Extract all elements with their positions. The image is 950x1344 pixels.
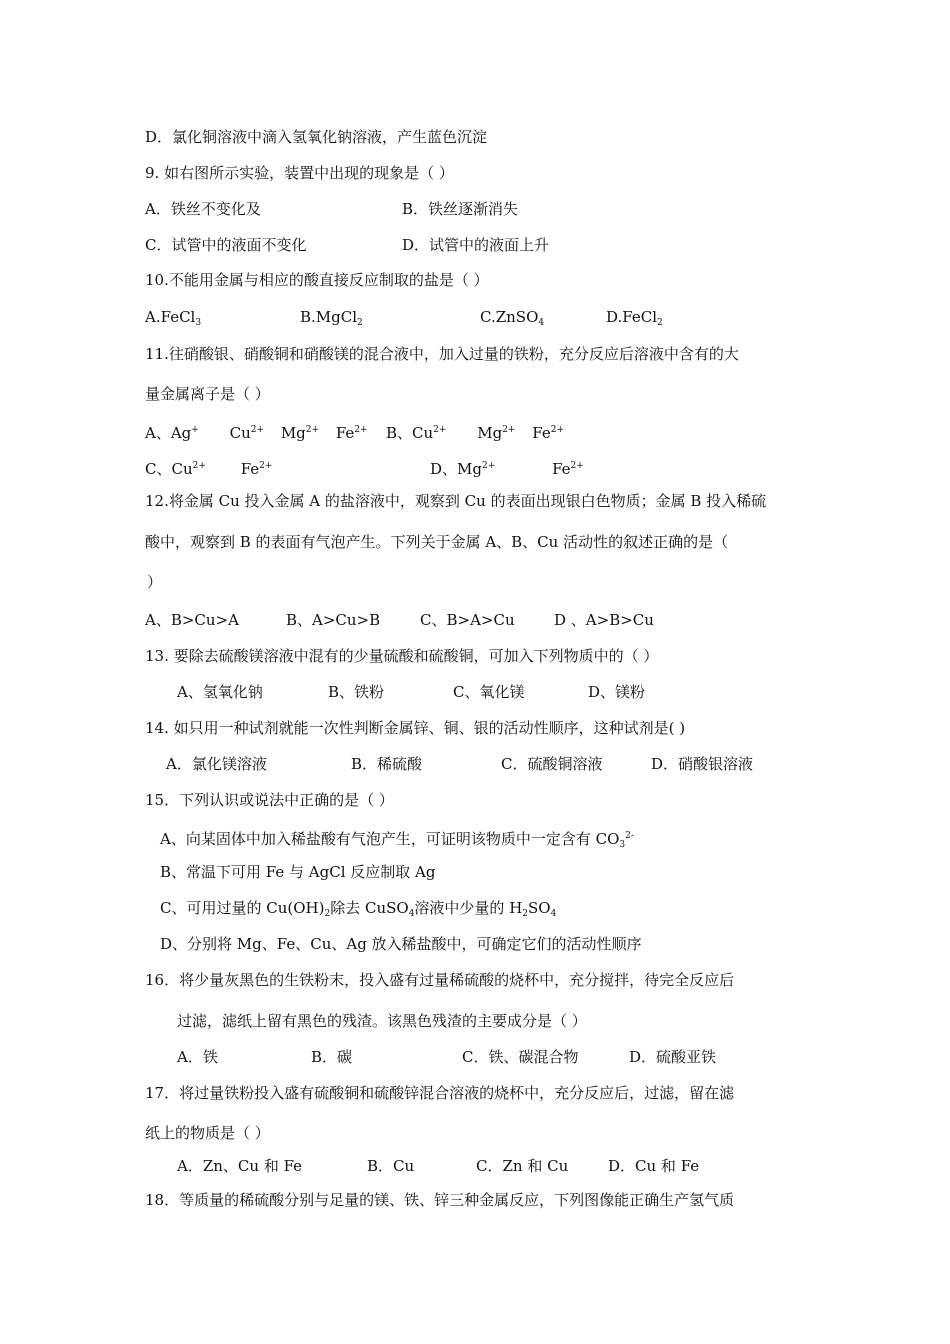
q17-option-b: B．Cu	[367, 1157, 415, 1175]
q16-stem-line2: 过滤，滤纸上留有黑色的残渣。该黑色残渣的主要成分是（ ）	[177, 1012, 587, 1030]
q17-option-d: D．Cu 和 Fe	[608, 1157, 700, 1175]
q16-option-d: D．硫酸亚铁	[629, 1048, 717, 1066]
q14-option-a: A．氯化镁溶液	[166, 755, 267, 773]
q12-option-d: D 、A>B>Cu	[554, 611, 654, 629]
q13-option-b: B、铁粉	[328, 683, 385, 701]
q14-stem: 14. 如只用一种试剂就能一次性判断金属锌、铜、银的活动性顺序，这种试剂是( )	[145, 719, 686, 737]
q10-option-a: A.FeCl$_3$	[145, 308, 202, 328]
q12-stem-line3: ）	[147, 573, 163, 591]
q17-option-c: C．Zn 和 Cu	[476, 1157, 569, 1175]
q10-option-c: C.ZnSO$_4$	[480, 308, 545, 328]
q9-stem: 9. 如右图所示实验，装置中出现的现象是（ ）	[145, 164, 454, 182]
q17-option-a: A．Zn、Cu 和 Fe	[177, 1157, 303, 1175]
q12-stem-line1: 12.将金属 Cu 投入金属 A 的盐溶液中，观察到 Cu 的表面出现银白色物质；金属 B 投入稀硫	[145, 492, 767, 510]
q11-option-b: B、$Cu^{2+}$ $Mg^{2+}$ $Fe^{2+}$	[386, 424, 565, 442]
q15-stem: 15．下列认识或说法中正确的是（ ）	[145, 791, 394, 809]
q13-option-a: A、氢氧化钠	[177, 683, 263, 701]
q11-option-a: A、Ag+ $Cu^{2+}$ $Mg^{2+}$ $Fe^{2+}$	[145, 424, 368, 442]
q9-option-d: D．试管中的液面上升	[402, 236, 550, 254]
q17-stem-line2: 纸上的物质是（ ）	[145, 1124, 270, 1142]
q16-option-b: B．碳	[311, 1048, 353, 1066]
q13-option-c: C、氧化镁	[453, 683, 525, 701]
q17-stem-line1: 17．将过量铁粉投入盛有硫酸铜和硫酸锌混合溶液的烧杯中，充分反应后，过滤，留在滤	[145, 1084, 735, 1102]
q12-option-c: C、B>A>Cu	[420, 611, 515, 629]
q15-option-a: A、向某固体中加入稀盐酸有气泡产生，可证明该物质中一定含有 $CO_3^{2-}$	[160, 830, 634, 850]
q16-stem-line1: 16．将少量灰黑色的生铁粉末，投入盛有过量稀硫酸的烧杯中，充分搅拌，待完全反应后	[145, 971, 735, 989]
q11-stem-line2: 量金属离子是（ ）	[145, 385, 270, 403]
q16-option-c: C．铁、碳混合物	[462, 1048, 579, 1066]
q10-option-b: B.MgCl$_2$	[300, 308, 363, 328]
q11-stem-line1: 11.往硝酸银、硝酸铜和硝酸镁的混合液中，加入过量的铁粉，充分反应后溶液中含有的大	[145, 345, 739, 363]
q12-stem-line2: 酸中，观察到 B 的表面有气泡产生。下列关于金属 A、B、Cu 活动性的叙述正确的是（	[145, 533, 729, 551]
q15-option-d: D、分别将 Mg、Fe、Cu、Ag 放入稀盐酸中，可确定它们的活动性顺序	[160, 935, 642, 953]
q9-option-c: C．试管中的液面不变化	[145, 236, 307, 254]
q10-option-d: D.FeCl$_2$	[606, 308, 663, 328]
q13-option-d: D、镁粉	[588, 683, 646, 701]
q11-option-d: D、$Mg^{2+}$ $Fe^{2+}$	[430, 460, 584, 478]
q9-option-b: B．铁丝逐渐消失	[402, 200, 519, 218]
q13-stem: 13. 要除去硫酸镁溶液中混有的少量硫酸和硫酸铜，可加入下列物质中的（ ）	[145, 647, 659, 665]
q14-option-c: C．硫酸铜溶液	[501, 755, 603, 773]
q12-option-a: A、B>Cu>A	[145, 611, 239, 629]
q18-stem-line1: 18．等质量的稀硫酸分别与足量的镁、铁、锌三种金属反应，下列图像能正确生产氢气质	[145, 1191, 735, 1209]
q16-option-a: A．铁	[177, 1048, 218, 1066]
q14-option-b: B．稀硫酸	[351, 755, 423, 773]
q8-option-d: D．氯化铜溶液中滴入氢氧化钠溶液，产生蓝色沉淀	[145, 128, 488, 146]
q9-option-a: A．铁丝不变化及	[145, 200, 261, 218]
q11-option-c: C、$Cu^{2+}$ $Fe^{2+}$	[145, 460, 273, 478]
q15-option-b: B、常温下可用 Fe 与 AgCl 反应制取 Ag	[160, 863, 436, 881]
q14-option-d: D．硝酸银溶液	[651, 755, 754, 773]
q15-option-c: C、可用过量的 $Cu(OH)_2$除去 CuSO$_4$溶液中少量的 $H_2SO_4$	[160, 899, 557, 919]
q10-stem: 10.不能用金属与相应的酸直接反应制取的盐是（ ）	[145, 271, 489, 289]
q12-option-b: B、A>Cu>B	[286, 611, 381, 629]
